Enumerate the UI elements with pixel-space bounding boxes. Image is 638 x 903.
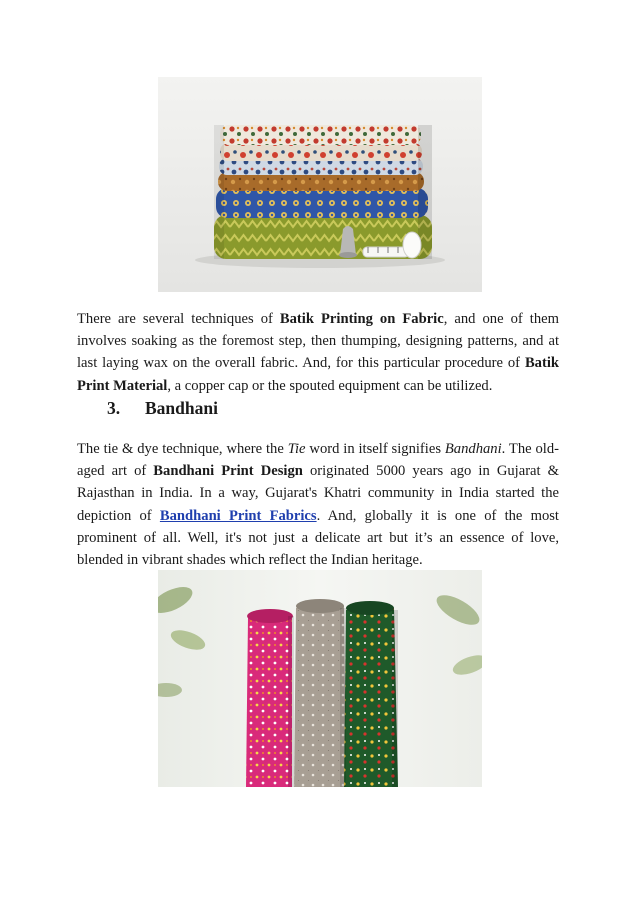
bandhani-term: Bandhani	[444, 441, 502, 457]
section-heading-bandhani	[107, 398, 218, 419]
bandhani-description-paragraph: The tie & dye technique, where the Tie word in itself signifies Bandhani. The old-aged art of Bandhani Print Design originated 5000 years ago in Gujarat & Rajasthan in India. In a way, Gujarat's Khatri community in India started the depiction of Bandhani Print Fabrics. And, globally it is one of the most prominent of all. Well, it's not just a delicate art but it’s an essence of love, blended in vibrant shades which reflect the Indian heritage.	[77, 441, 560, 569]
section-number: 3.	[107, 398, 121, 418]
tie-term: Tie	[287, 441, 306, 457]
bandhani-fabric-rolls-photo	[158, 570, 482, 787]
section-title: Bandhani	[145, 398, 218, 418]
batik-technique-paragraph: There are several techniques of Batik Printing on Fabric, and one of them involves soaking as the foremost step, then thumping, designing patterns, and at last laying wax on the overall fabric. And, for this particular procedure of Batik Print Material, a copper cap or the spouted equipment can be utilized.	[77, 311, 559, 394]
bandhani-print-design-term: Bandhani Print Design	[153, 463, 303, 480]
batik-print-material-term: Batik Print Material	[77, 355, 559, 394]
batik-fabric-stack-photo	[158, 77, 482, 292]
bandhani-print-fabrics-link[interactable]: Bandhani Print Fabrics	[159, 507, 317, 524]
batik-printing-on-fabric-term: Batik Printing on Fabric	[279, 311, 444, 327]
